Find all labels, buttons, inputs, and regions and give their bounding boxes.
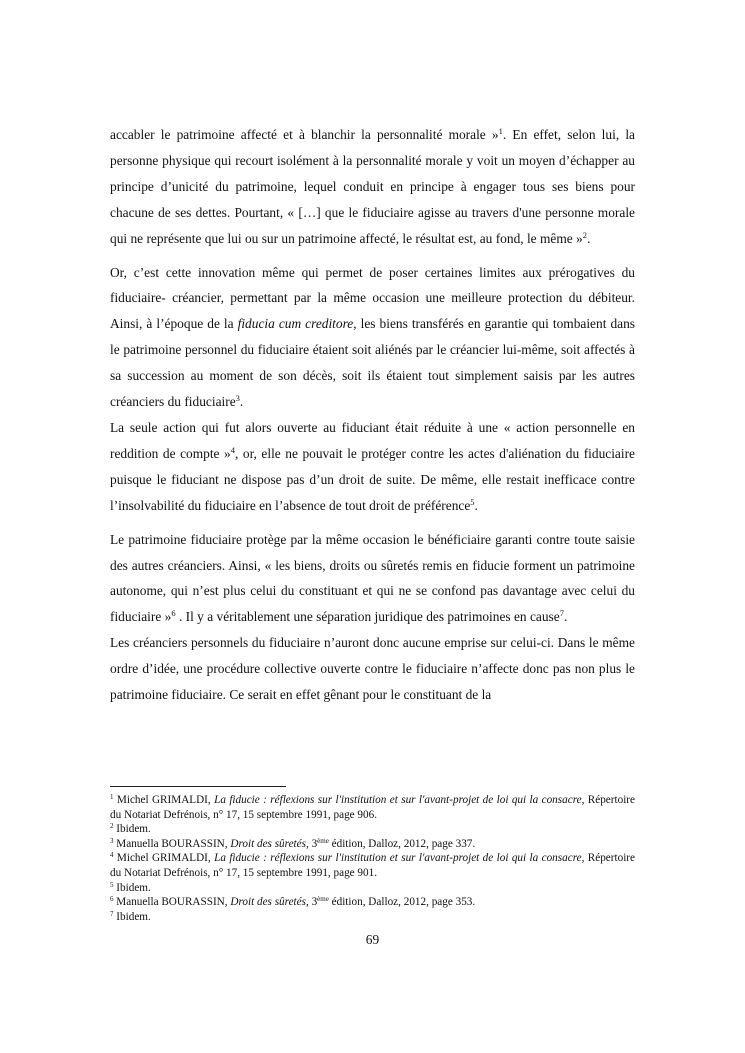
paragraph bbox=[110, 415, 635, 519]
text-run: . bbox=[239, 394, 244, 410]
italic-text: La fiducie : réflexions sur l'institution et sur l'avant-projet de loi qui la consacre bbox=[214, 794, 582, 806]
footnote-separator bbox=[110, 786, 286, 787]
text-run: Manuella BOURASSIN, bbox=[113, 896, 231, 909]
footnotes bbox=[110, 793, 635, 924]
text-run: Le patrimoine fiduciaire protège par la même occasion le bénéficiaire garanti contre toute saisie des autres créanciers. Ainsi, « les biens, droits ou sûretés remis en fiducie forment un patrimoine autonome, qui n’est plus celui du constituant et qui ne se confond pas davantage avec celui du fiduciaire » bbox=[110, 531, 635, 625]
footnote-number: 5 bbox=[110, 880, 114, 889]
footnote-number: 6 bbox=[110, 895, 114, 904]
footnote bbox=[110, 793, 635, 822]
paragraph bbox=[110, 260, 635, 415]
paragraph bbox=[110, 527, 635, 631]
italic-text: Droit des sûretés, bbox=[230, 896, 309, 909]
body-text bbox=[110, 122, 635, 708]
text-run: Michel GRIMALDI, bbox=[113, 794, 215, 806]
text-run: . bbox=[563, 609, 568, 625]
superscript: 7 bbox=[559, 608, 564, 619]
text-run: édition, Dalloz, 2012, page 337. bbox=[328, 837, 476, 850]
italic-text: fiducia cum creditore bbox=[237, 316, 354, 332]
text-run: Michel GRIMALDI, bbox=[113, 852, 215, 865]
superscript: 4 bbox=[230, 444, 235, 455]
footnote bbox=[110, 895, 635, 910]
page-number: 69 bbox=[365, 932, 380, 947]
superscript: 1 bbox=[498, 126, 503, 136]
text-run: édition, Dalloz, 2012, page 353. bbox=[328, 896, 476, 909]
text-run: Or, c’est cette innovation même qui permet de poser certaines limites aux prérogatives du fiduciaire- créancier, permettant par la même occasion une meilleure protection du débiteur. Ainsi, à l’époque de la bbox=[110, 264, 635, 332]
document-page bbox=[110, 0, 635, 1053]
italic-text: La fiducie : réflexions sur l'institution et sur l'avant-projet de loi qui la consacre bbox=[214, 852, 582, 865]
footnote-number: 4 bbox=[110, 851, 114, 860]
text-run: . bbox=[474, 497, 478, 513]
superscript: ème bbox=[317, 836, 329, 845]
text-run: , Répertoire du Notariat Defrénois, n° 17, 15 septembre 1991, page 901. bbox=[110, 852, 635, 879]
text-run: , les biens transférés en garantie qui tombaient dans le patrimoine personnel du fiduciaire étaient soit aliénés par le créancier lui-même, soit affectés à sa succession au moment de son décès, soit ils étaient tout simplement saisis par les autres créanciers du fiduciaire bbox=[110, 316, 635, 410]
footnote bbox=[110, 851, 635, 880]
paragraph bbox=[110, 122, 635, 252]
text-run: . Il y a véritablement une séparation juridique des patrimoines en cause bbox=[175, 609, 560, 625]
superscript: 6 bbox=[171, 608, 176, 619]
text-run: , Répertoire du Notariat Defrénois, n° 17, 15 septembre 1991, page 906. bbox=[110, 794, 635, 821]
text-run: accabler le patrimoine affecté et à blanchir la personnalité morale » bbox=[110, 127, 499, 142]
text-run: Les créanciers personnels du fiduciaire n’auront donc aucune emprise sur celui-ci. Dans le même ordre d’idée, une procédure collective ouverte contre le fiduciaire n’affecte donc pas non plus le patrimoine fiduciaire. Ce serait en effet gênant pour le constituant de la bbox=[110, 635, 635, 703]
text-run: Ibidem. bbox=[113, 823, 151, 836]
text-run: Manuella BOURASSIN, bbox=[113, 837, 231, 850]
paragraph bbox=[110, 630, 635, 708]
italic-text: Droit des sûretés, bbox=[230, 837, 309, 850]
footnote-number: 7 bbox=[110, 909, 114, 918]
text-run: Ibidem. bbox=[113, 881, 151, 894]
footnote-number: 1 bbox=[110, 793, 114, 801]
text-run: , or, elle ne pouvait le protéger contre les actes d'aliénation du fiduciaire puisque le fiduciant ne dispose pas d’un droit de suite. De même, elle restait inefficace contre l’insolvabilité du fiduciaire en l’absence de tout droit de préférence bbox=[110, 445, 635, 513]
footnote bbox=[110, 837, 635, 852]
footnote bbox=[110, 881, 635, 896]
superscript: 2 bbox=[582, 229, 587, 240]
text-run: . En effet, selon lui, la personne physique qui recourt isolément à la personnalité morale y voit un moyen d’échapper au principe d’unicité du patrimoine, lequel conduit en principe à engager tous ses biens pour chacune de ses dettes. Pourtant, « […] que le fiduciaire agisse au travers d'une personne morale qui ne représente que lui ou sur un patrimoine affecté, le résultat est, au fond, le même » bbox=[110, 127, 635, 246]
footnote bbox=[110, 910, 635, 925]
superscript: 3 bbox=[235, 393, 240, 404]
text-run: 3 bbox=[308, 837, 318, 850]
text-run: . bbox=[586, 230, 591, 246]
superscript: 5 bbox=[470, 496, 475, 507]
text-run: Ibidem. bbox=[113, 910, 151, 923]
footnote bbox=[110, 822, 635, 837]
superscript: ème bbox=[317, 895, 329, 904]
text-run: 3 bbox=[308, 896, 318, 909]
footnote-number: 3 bbox=[110, 836, 114, 845]
text-run: La seule action qui fut alors ouverte au fiduciant était réduite à une « action personnelle en reddition de compte » bbox=[110, 419, 635, 461]
footnote-number: 2 bbox=[110, 822, 114, 831]
